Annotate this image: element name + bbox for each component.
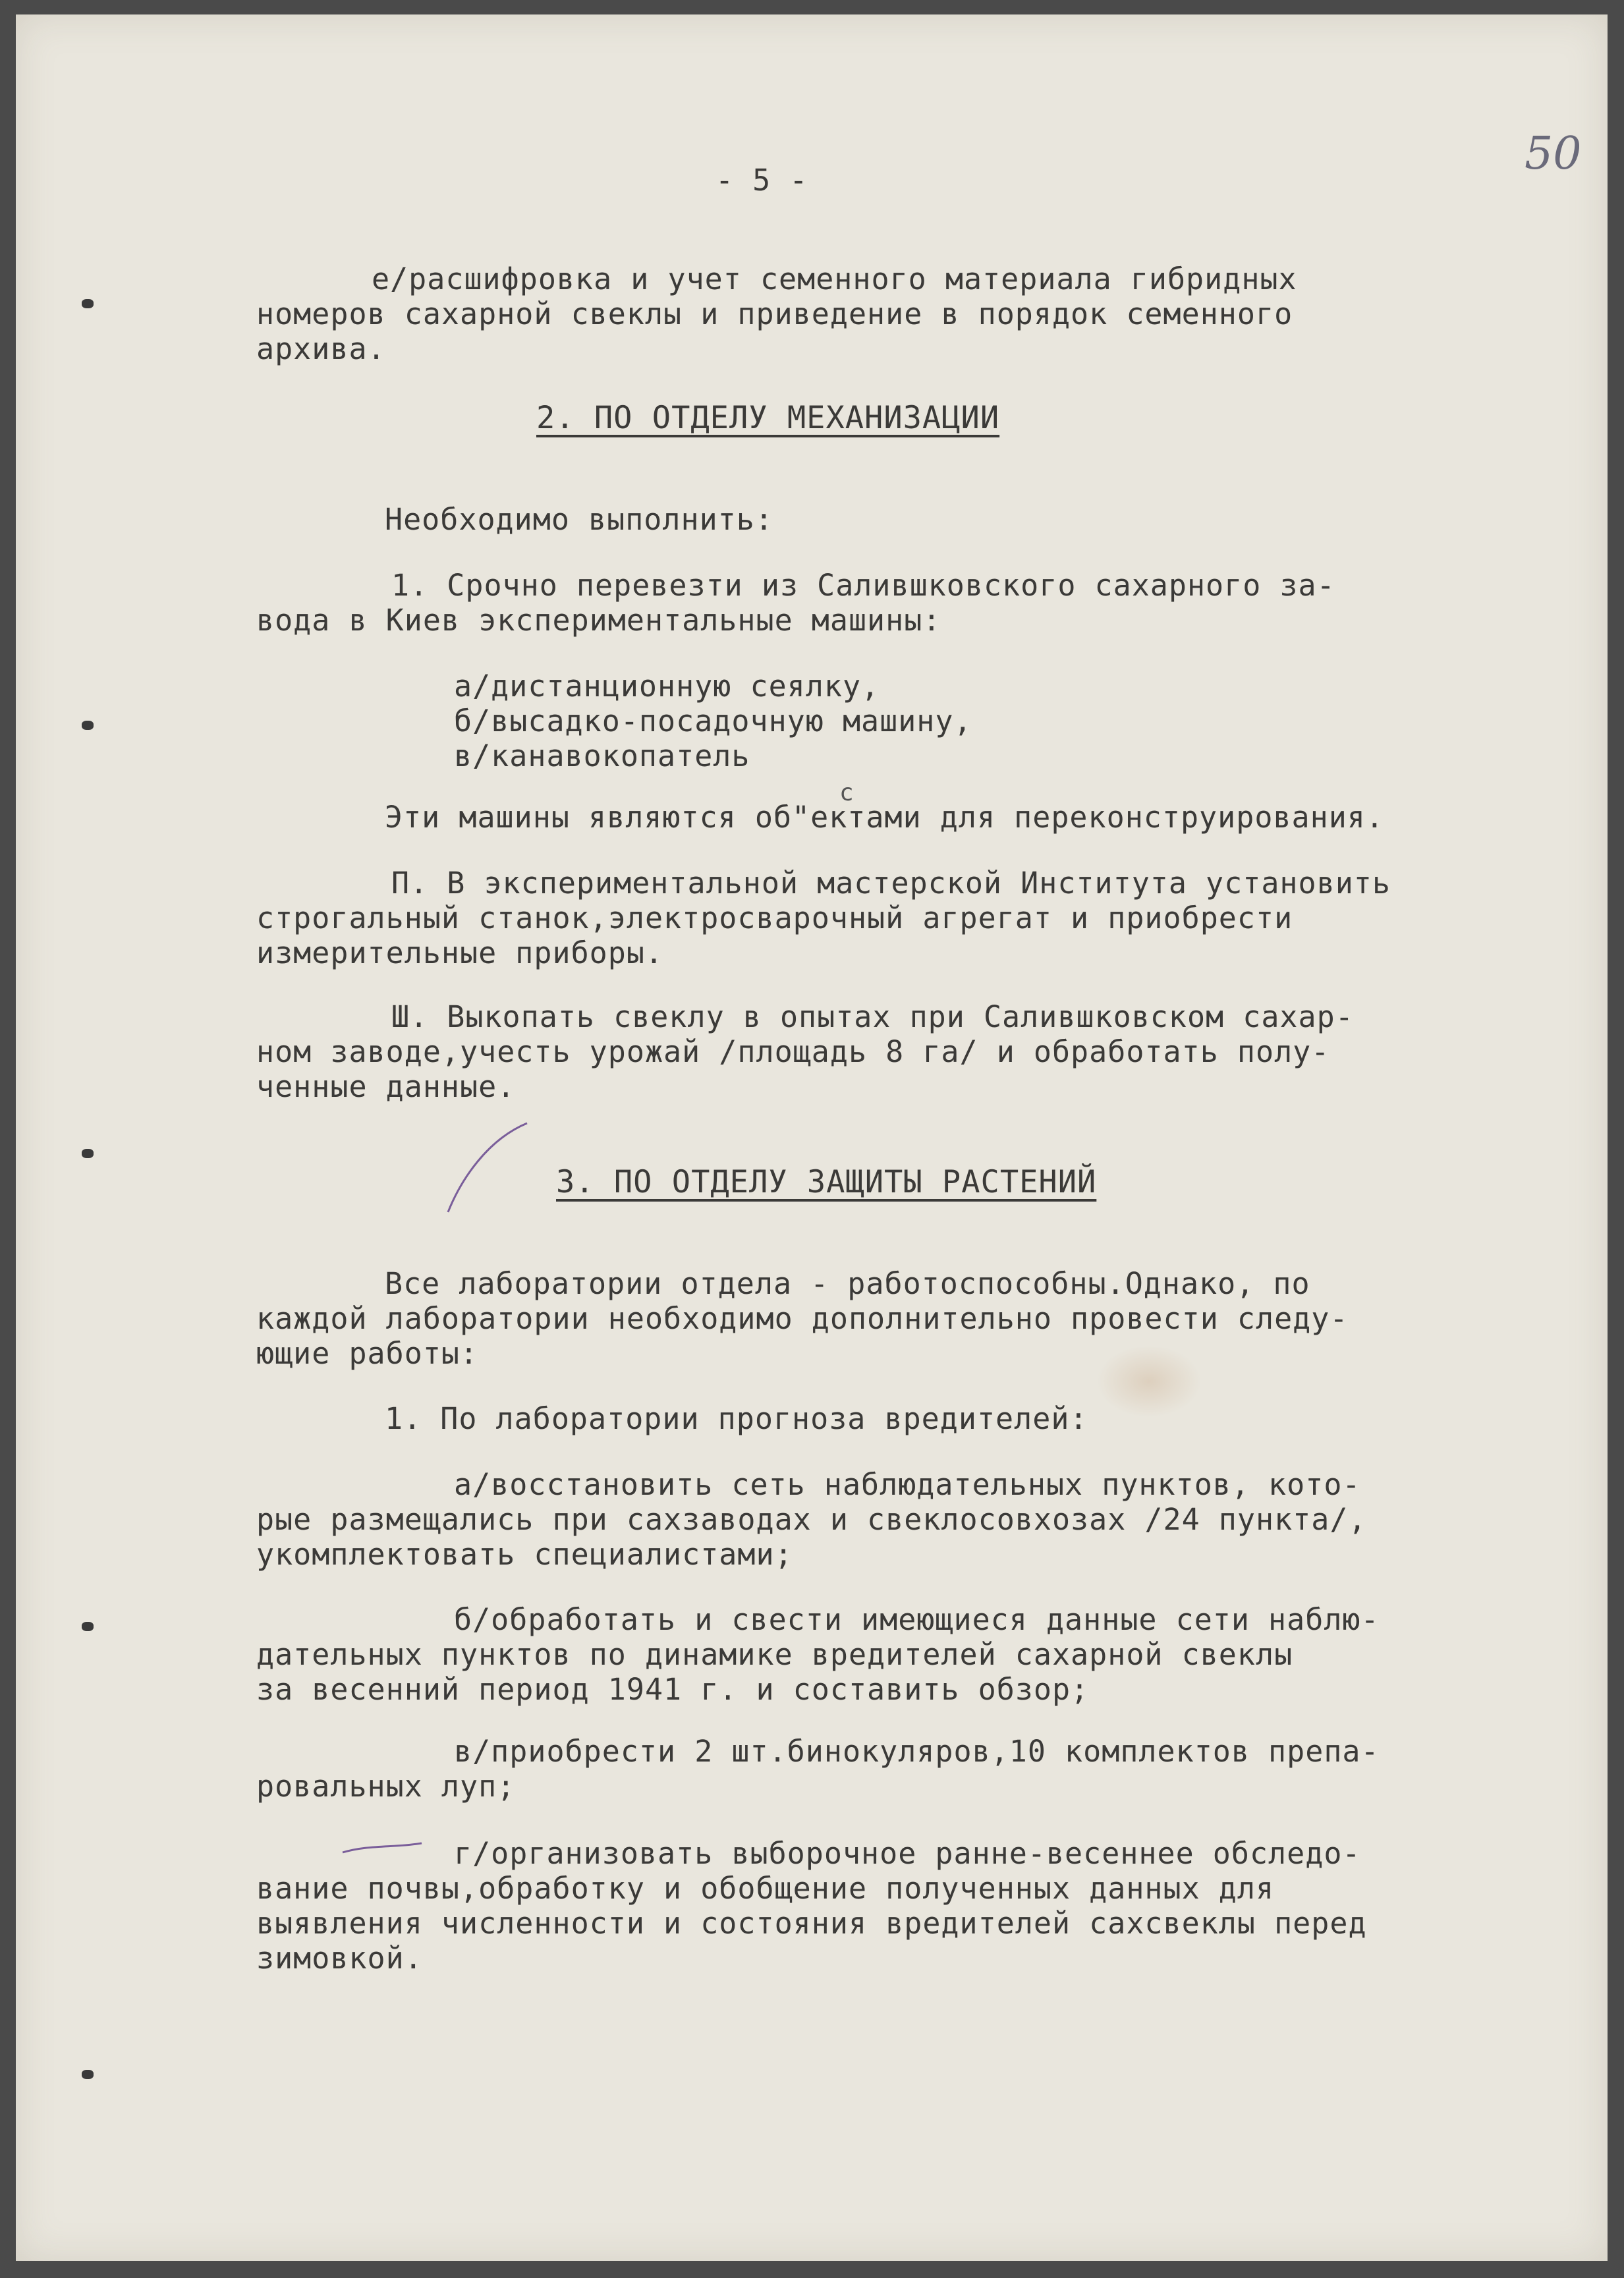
section3-heading: 3. ПО ОТДЕЛУ ЗАЩИТЫ РАСТЕНИЙ — [556, 1164, 1097, 1200]
machine-item: а/дистанционную сеялку, — [454, 669, 880, 704]
item3-line: Ш. Выкопать свеклу в опытах при Салившковском сахар- — [391, 999, 1354, 1034]
item-b-line: за весенний период 1941 г. и составить обзор; — [256, 1672, 1090, 1707]
item2-line: измерительные приборы. — [256, 935, 664, 970]
item2-line: строгальный станок,электросварочный агрегат и приобрести — [256, 901, 1293, 935]
intro-line: номеров сахарной свеклы и приведение в порядок семенного — [256, 296, 1293, 331]
machine-item: б/высадко-посадочную машину, — [454, 704, 972, 738]
pen-stroke-mark — [343, 1843, 422, 1852]
intro-line: архива. — [256, 331, 386, 366]
item1-line: вода в Киев экспериментальные машины: — [256, 603, 941, 638]
item-g-line: вание почвы,обработку и обобщение полученных данных для — [256, 1871, 1275, 1906]
section3-intro-line: Все лаборатории отдела - работоспособны.Однако, по — [385, 1266, 1310, 1301]
item-g-line: зимовкой. — [256, 1941, 423, 1976]
item-g-line: г/организовать выборочное ранне-весеннее обследо- — [454, 1836, 1361, 1871]
item2-line: П. В экспериментальной мастерской Института установить — [391, 866, 1391, 901]
item-a-line: укомплектовать специалистами; — [256, 1537, 793, 1572]
item-v-line: в/приобрести 2 шт.бинокуляров,10 комплектов препа- — [454, 1734, 1380, 1769]
machine-item: в/канавокопатель — [454, 738, 750, 773]
item1-line: 1. Срочно перевезти из Салившковского сахарного за- — [391, 568, 1335, 603]
item3-line: ченные данные. — [256, 1069, 516, 1104]
machines-note: Эти машины являются об"ектами для переконструирования. — [385, 800, 1384, 835]
item-g-line: выявления численности и состояния вредителей сахсвеклы перед — [256, 1906, 1367, 1941]
item-a-line: а/восстановить сеть наблюдательных пунктов, кото- — [454, 1467, 1361, 1502]
folio-number: 50 — [1525, 128, 1582, 180]
section2-heading: 2. ПО ОТДЕЛУ МЕХАНИЗАЦИИ — [536, 400, 1000, 436]
sub1-line: 1. По лаборатории прогноза вредителей: — [385, 1401, 1088, 1436]
section3-intro-line: каждой лаборатории необходимо дополнительно провести следу- — [256, 1301, 1349, 1336]
item-b-line: б/обработать и свести имеющиеся данные сети наблю- — [454, 1602, 1380, 1637]
intro-line: е/расшифровка и учет семенного материала гибридных — [372, 262, 1297, 296]
section3-intro-line: ющие работы: — [256, 1336, 479, 1371]
item-v-line: ровальных луп; — [256, 1769, 516, 1804]
page-number: - 5 - — [715, 163, 808, 198]
pen-stroke-mark — [448, 1123, 527, 1212]
item-a-line: рые размещались при сахзаводах и свеклосовхозах /24 пункта/, — [256, 1502, 1367, 1537]
need-line: Необходимо выполнить: — [385, 502, 773, 537]
superscript-correction: с — [839, 779, 854, 806]
item3-line: ном заводе,учесть урожай /площадь 8 га/ и обработать полу- — [256, 1034, 1330, 1069]
item-b-line: дательных пунктов по динамике вредителей сахарной свеклы — [256, 1637, 1293, 1672]
